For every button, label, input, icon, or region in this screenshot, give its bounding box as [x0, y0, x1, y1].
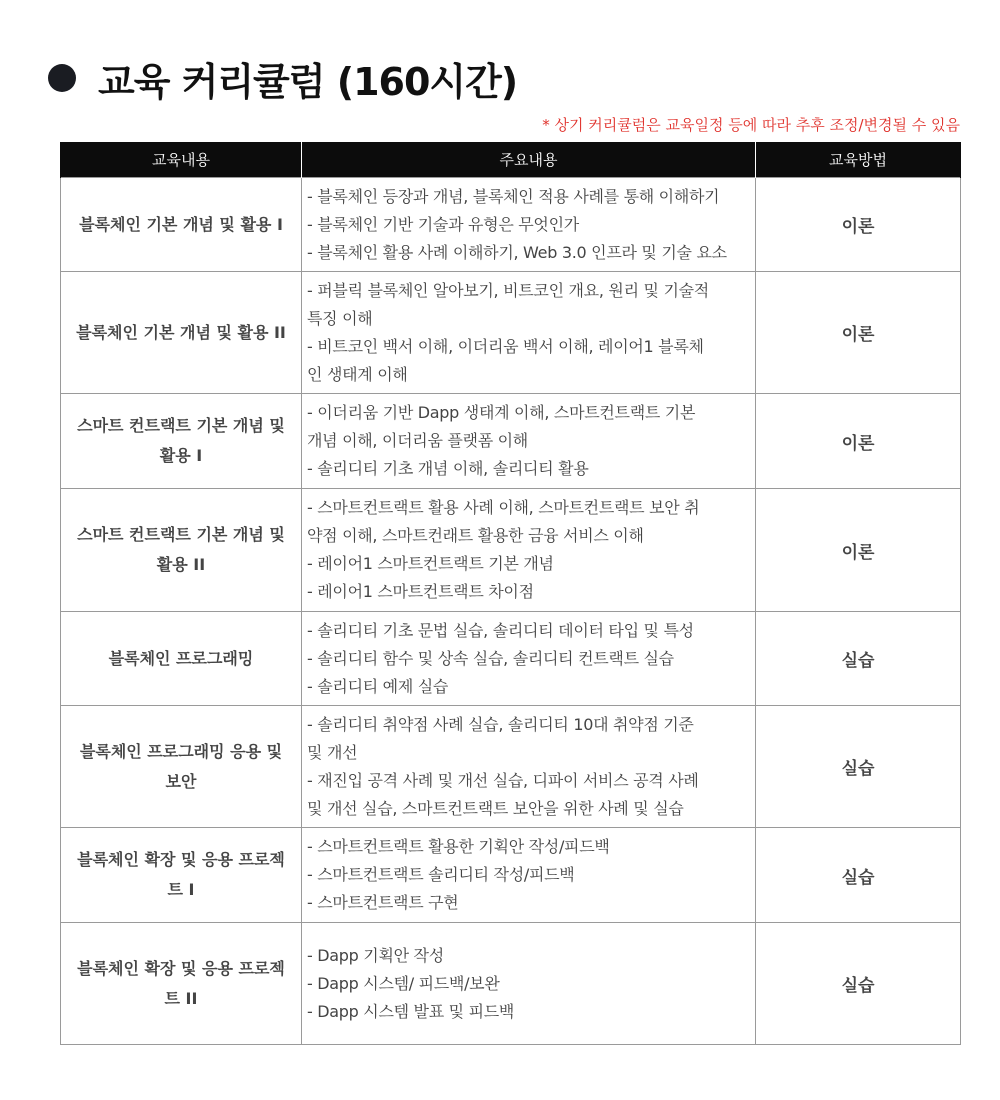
content-cell	[302, 394, 756, 489]
table-row	[61, 394, 961, 489]
bullet-dot-icon	[48, 64, 76, 92]
topic-line: 활용 I	[159, 446, 203, 465]
content-line: - Dapp 시스템/ 피드백/보완	[307, 973, 500, 993]
table-row	[61, 923, 961, 1045]
topic-line: 블록체인 기본 개념 및 활용 I	[79, 214, 283, 234]
content-line: - 블록체인 활용 사례 이해하기, Web 3.0 인프라 및 기술 요소	[307, 242, 727, 262]
header-topic: 교육내용	[61, 142, 302, 178]
content-line: - Dapp 시스템 발표 및 피드백	[307, 1001, 515, 1021]
method-cell: 이론	[756, 394, 961, 489]
content-line: - 재진입 공격 사례 및 개선 실습, 디파이 서비스 공격 사례	[307, 770, 699, 790]
content-line: 개념 이해, 이더리움 플랫폼 이해	[307, 431, 528, 450]
content-line: - 스마트컨트랙트 활용한 기획안 작성/피드백	[307, 837, 610, 856]
table-row	[61, 612, 961, 706]
topic-line: 블록체인 확장 및 응용 프로젝	[77, 850, 285, 869]
table-row	[61, 178, 961, 272]
content-line: - 레이어1 스마트컨트랙트 기본 개념	[307, 554, 554, 573]
topic-line: 트 I	[167, 880, 195, 899]
content-line: - 솔리디티 기초 개념 이해, 솔리디티 활용	[307, 459, 589, 478]
content-line: - 퍼블릭 블록체인 알아보기, 비트코인 개요, 원리 및 기술적	[307, 280, 709, 300]
header-method: 교육방법	[756, 142, 961, 178]
content-line: - Dapp 기획안 작성	[307, 945, 444, 965]
content-line: 및 개선 실습, 스마트컨트랙트 보안을 위한 사례 및 실습	[307, 798, 684, 818]
content-line: 약점 이해, 스마트컨래트 활용한 금융 서비스 이해	[307, 526, 644, 545]
topic-cell	[61, 272, 302, 394]
content-cell	[302, 272, 756, 394]
method-cell: 이론	[756, 489, 961, 612]
content-line: 인 생태계 이해	[307, 364, 408, 384]
method-cell: 실습	[756, 612, 961, 706]
topic-line: 스마트 컨트랙트 기본 개념 및	[77, 525, 285, 544]
topic-line: 스마트 컨트랙트 기본 개념 및	[77, 416, 285, 435]
topic-cell	[61, 706, 302, 828]
content-line: - 비트코인 백서 이해, 이더리움 백서 이해, 레이어1 블록체	[307, 336, 704, 356]
topic-line: 활용 II	[156, 555, 206, 574]
method-cell: 실습	[756, 706, 961, 828]
method-cell: 이론	[756, 178, 961, 272]
content-line: - 솔리디티 기초 문법 실습, 솔리디티 데이터 타입 및 특성	[307, 620, 694, 640]
header-content: 주요내용	[302, 142, 756, 178]
content-line: - 레이어1 스마트컨트랙트 차이점	[307, 582, 534, 601]
content-line: - 블록체인 기반 기술과 유형은 무엇인가	[307, 214, 579, 234]
content-cell	[302, 706, 756, 828]
topic-cell	[61, 612, 302, 706]
content-line: - 솔리디티 함수 및 상속 실습, 솔리디티 컨트랙트 실습	[307, 648, 674, 668]
table-row	[61, 828, 961, 923]
content-line: - 스마트컨트랙트 구현	[307, 893, 459, 912]
content-line: - 솔리디티 취약점 사례 실습, 솔리디티 10대 취약점 기준	[307, 714, 694, 734]
table-row	[61, 272, 961, 394]
topic-cell	[61, 489, 302, 612]
topic-cell	[61, 178, 302, 272]
method-cell: 실습	[756, 923, 961, 1045]
page-title: 교육 커리큘럼 (160시간)	[98, 59, 518, 104]
method-cell: 이론	[756, 272, 961, 394]
section-heading	[48, 48, 517, 108]
table-header-row	[61, 142, 961, 178]
table-row	[61, 489, 961, 612]
table-row	[61, 706, 961, 828]
content-cell	[302, 923, 756, 1045]
topic-line: 블록체인 확장 및 응용 프로젝	[77, 958, 285, 978]
content-line: 특징 이해	[307, 308, 373, 328]
content-cell	[302, 612, 756, 706]
topic-line: 블록체인 프로그래밍	[108, 648, 254, 668]
curriculum-table	[60, 142, 961, 1045]
topic-line: 블록체인 프로그래밍 응용 및	[79, 741, 283, 761]
topic-cell	[61, 828, 302, 923]
content-cell	[302, 489, 756, 612]
content-cell	[302, 178, 756, 272]
content-line: 및 개선	[307, 742, 358, 762]
topic-line: 보안	[165, 771, 197, 791]
method-cell: 실습	[756, 828, 961, 923]
content-line: - 이더리움 기반 Dapp 생태계 이해, 스마트컨트랙트 기본	[307, 403, 696, 422]
curriculum-note: * 상기 커리큘럼은 교육일정 등에 따라 추후 조정/변경될 수 있음	[542, 116, 961, 134]
content-cell	[302, 828, 756, 923]
content-line: - 스마트컨트랙트 솔리디티 작성/피드백	[307, 865, 575, 884]
content-line: - 솔리디티 예제 실습	[307, 676, 449, 696]
content-line: - 스마트컨트랙트 활용 사례 이해, 스마트컨트랙트 보안 취	[307, 498, 700, 517]
topic-cell	[61, 394, 302, 489]
topic-cell	[61, 923, 302, 1045]
content-line: - 블록체인 등장과 개념, 블록체인 적용 사례를 통해 이해하기	[307, 186, 720, 206]
topic-line: 트 II	[164, 988, 198, 1008]
topic-line: 블록체인 기본 개념 및 활용 II	[76, 322, 286, 342]
